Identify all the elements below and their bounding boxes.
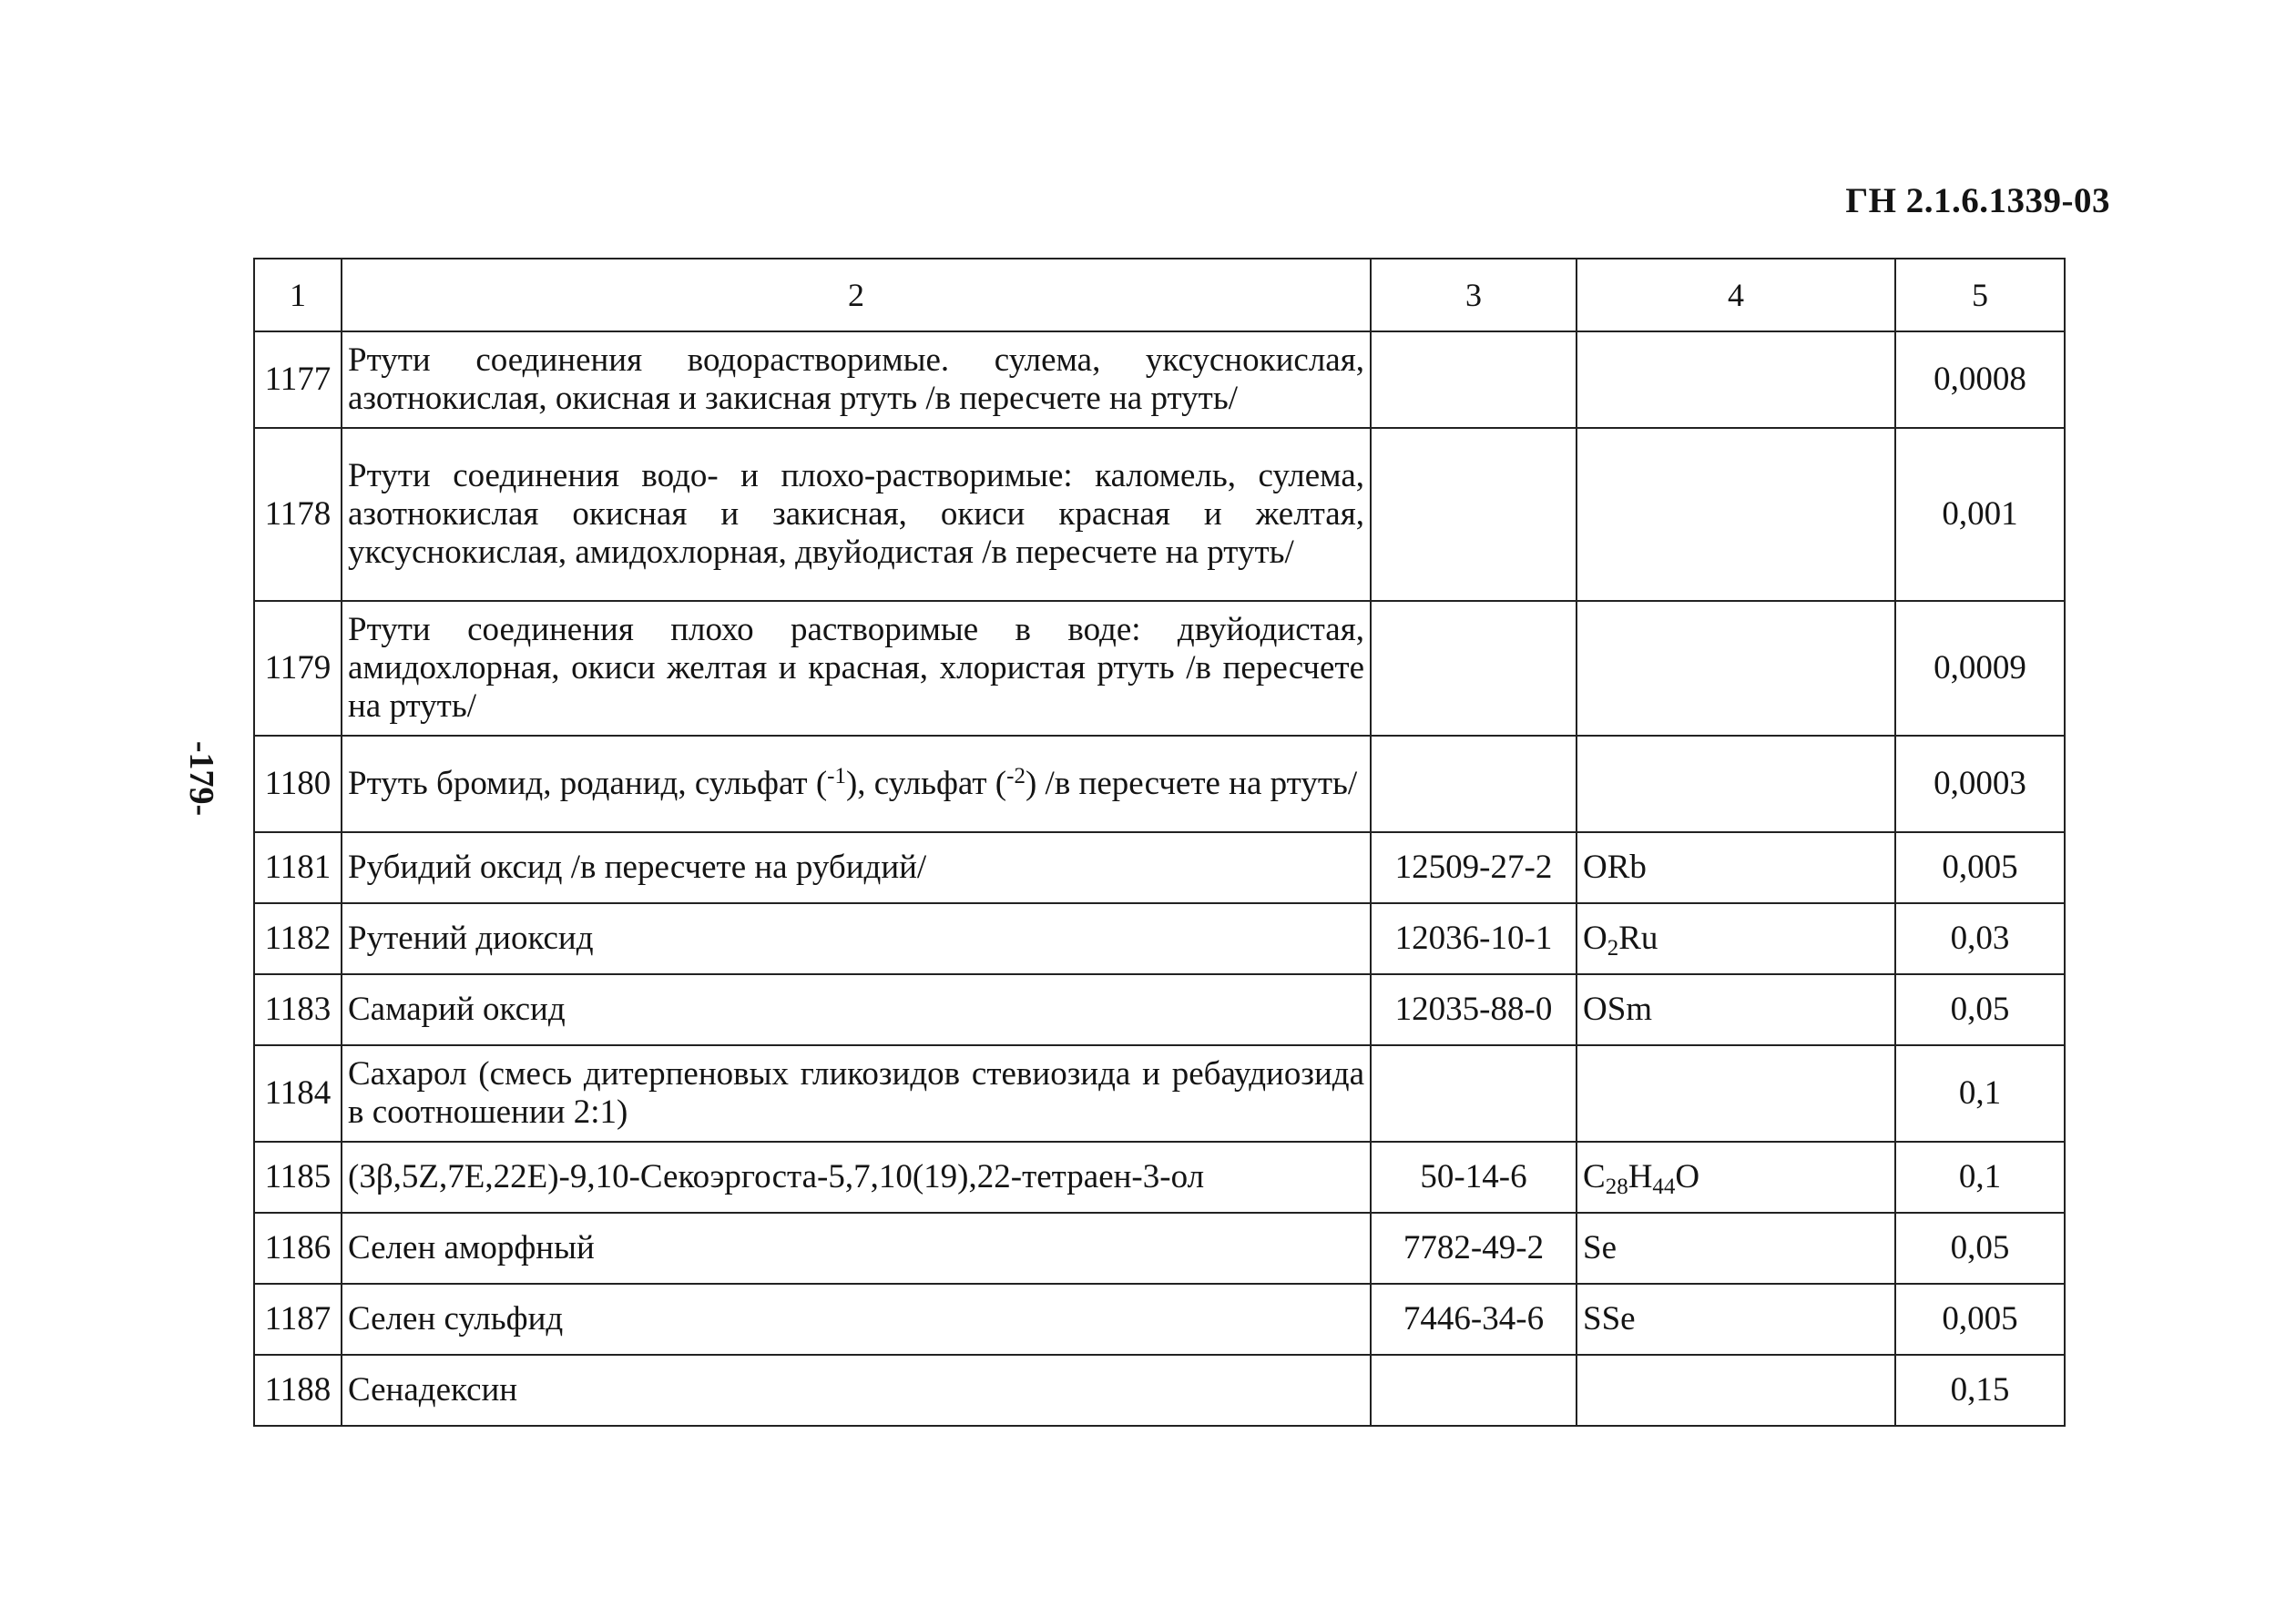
table-row (254, 601, 2065, 736)
formula (1577, 1045, 1895, 1142)
row-number: 1184 (254, 1045, 342, 1142)
table-row (254, 1045, 2065, 1142)
table-row (254, 428, 2065, 601)
cas-number (1371, 428, 1577, 601)
cas-number: 12509-27-2 (1371, 832, 1577, 903)
formula: SSe (1577, 1284, 1895, 1355)
limit-value: 0,005 (1895, 832, 2065, 903)
substance-name: Сенадексин (342, 1355, 1371, 1426)
cas-number: 50-14-6 (1371, 1142, 1577, 1213)
limit-value: 0,005 (1895, 1284, 2065, 1355)
formula: $C_{28}H_{44}O$ (1577, 1142, 1895, 1213)
formula (1577, 428, 1895, 601)
cas-number (1371, 1045, 1577, 1142)
row-number: 1187 (254, 1284, 342, 1355)
limit-value: 0,0003 (1895, 736, 2065, 832)
cas-number: 12036-10-1 (1371, 903, 1577, 974)
row-number: 1180 (254, 736, 342, 832)
substance-name: Ртуть бромид, роданид, сульфат ($^{-1}$), сульфат ($^{-2}$) /в пересчете на ртуть/ (342, 736, 1371, 832)
row-number: 1183 (254, 974, 342, 1045)
limit-value: 0,05 (1895, 974, 2065, 1045)
column-header: 5 (1895, 259, 2065, 331)
row-number: 1182 (254, 903, 342, 974)
substances-table (253, 258, 2066, 1427)
limit-value: 0,001 (1895, 428, 2065, 601)
limit-value: 0,03 (1895, 903, 2065, 974)
table-row (254, 736, 2065, 832)
cas-number: 12035-88-0 (1371, 974, 1577, 1045)
column-header: 1 (254, 259, 342, 331)
substance-name: Ртути соединения водорастворимые. сулема, уксуснокислая, азотнокислая, окисная и закисная ртуть /в пересчете на ртуть/ (342, 331, 1371, 428)
cas-number (1371, 736, 1577, 832)
table-header-row (254, 259, 2065, 331)
limit-value: 0,05 (1895, 1213, 2065, 1284)
substance-name: Рутений диоксид (342, 903, 1371, 974)
row-number: 1186 (254, 1213, 342, 1284)
row-number: 1185 (254, 1142, 342, 1213)
limit-value: 0,15 (1895, 1355, 2065, 1426)
row-number: 1188 (254, 1355, 342, 1426)
document-code: ГН 2.1.6.1339-03 (1845, 181, 2110, 220)
substance-name: Селен аморфный (342, 1213, 1371, 1284)
table-row (254, 1355, 2065, 1426)
substance-name: Ртути соединения плохо растворимые в воде: двуйодистая, амидохлорная, окиси желтая и красная, хлористая ртуть /в пересчете на ртуть/ (342, 601, 1371, 736)
substance-name: Рубидий оксид /в пересчете на рубидий/ (342, 832, 1371, 903)
table-row (254, 331, 2065, 428)
column-header: 3 (1371, 259, 1577, 331)
page-number: -179- (182, 740, 220, 817)
table-row (254, 974, 2065, 1045)
limit-value: 0,1 (1895, 1045, 2065, 1142)
cas-number (1371, 601, 1577, 736)
cas-number: 7782-49-2 (1371, 1213, 1577, 1284)
table-row (254, 832, 2065, 903)
formula (1577, 1355, 1895, 1426)
formula (1577, 331, 1895, 428)
formula: Se (1577, 1213, 1895, 1284)
formula: $O_2Ru$ (1577, 903, 1895, 974)
formula: OSm (1577, 974, 1895, 1045)
cas-number: 7446-34-6 (1371, 1284, 1577, 1355)
limit-value: 0,1 (1895, 1142, 2065, 1213)
cas-number (1371, 331, 1577, 428)
table-row (254, 903, 2065, 974)
column-header: 4 (1577, 259, 1895, 331)
table-row (254, 1213, 2065, 1284)
substance-name: Селен сульфид (342, 1284, 1371, 1355)
row-number: 1178 (254, 428, 342, 601)
formula: ORb (1577, 832, 1895, 903)
formula (1577, 601, 1895, 736)
table-row (254, 1284, 2065, 1355)
row-number: 1177 (254, 331, 342, 428)
substance-name: Ртути соединения водо- и плохо-растворимые: каломель, сулема, азотнокислая окисная и закисная, окиси красная и желтая, уксуснокислая, амидохлорная, двуйодистая /в пересчете на ртуть/ (342, 428, 1371, 601)
substance-name: Самарий оксид (342, 974, 1371, 1045)
formula (1577, 736, 1895, 832)
cas-number (1371, 1355, 1577, 1426)
row-number: 1179 (254, 601, 342, 736)
table-row (254, 1142, 2065, 1213)
substance-name: Сахарол (смесь дитерпеновых гликозидов стевиозида и ребаудиозида в соотношении 2:1) (342, 1045, 1371, 1142)
row-number: 1181 (254, 832, 342, 903)
limit-value: 0,0009 (1895, 601, 2065, 736)
limit-value: 0,0008 (1895, 331, 2065, 428)
column-header: 2 (342, 259, 1371, 331)
substance-name: (3β,5Z,7E,22E)-9,10-Секоэргоста-5,7,10(19),22-тетраен-3-ол (342, 1142, 1371, 1213)
